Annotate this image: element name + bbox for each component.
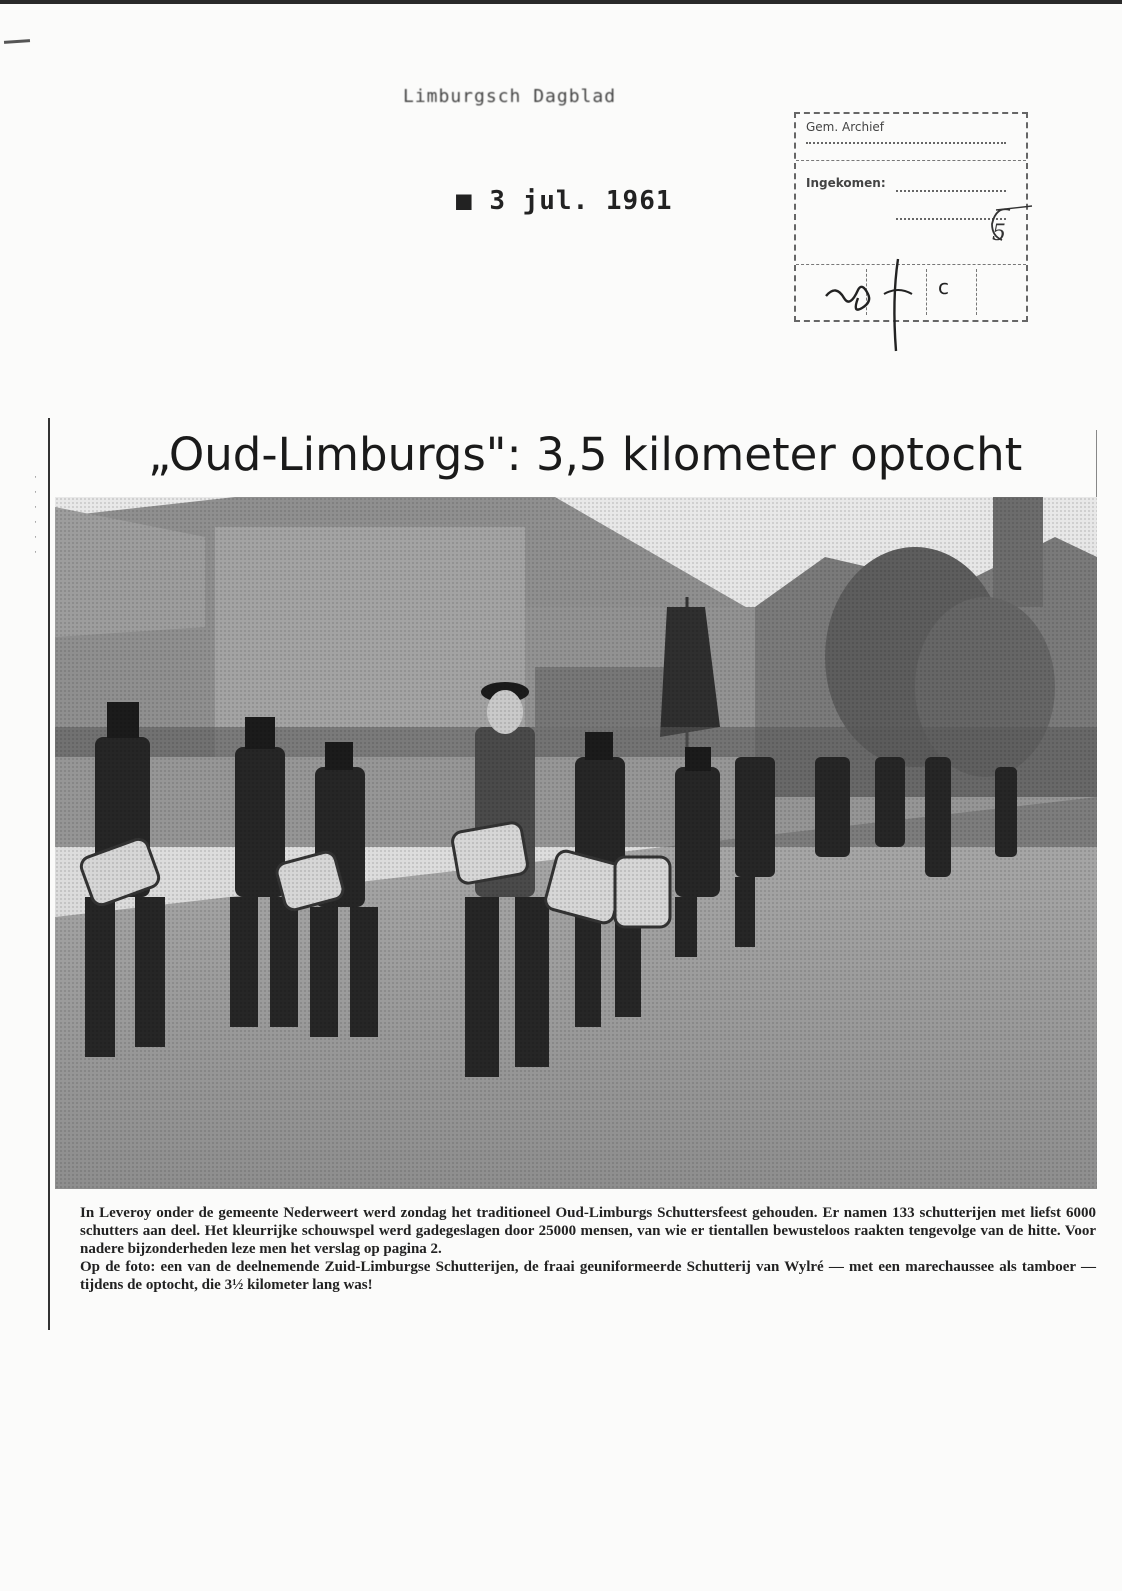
archive-stamp-line1: Gem. Archief	[806, 120, 885, 134]
handwritten-signature	[796, 114, 1036, 354]
handwritten-letter: c	[938, 275, 949, 299]
date-stamp	[456, 186, 673, 216]
archive-received-stamp	[794, 112, 1028, 322]
caption-paragraph-1: In Leveroy onder de gemeente Nederweert werd zondag het traditioneel Oud-Limburgs Schuttersfeest gehouden. Er namen 133 schutterijen met liefst 6000 schutters aan deel. Het kleurrijke schouwspel werd gadegeslagen door 25000 mensen, van wie er tientallen bewusteloos raakten tengevolge van de hitte. Voor nadere bijzonderheden leze men het verslag op pagina 2.	[80, 1205, 1096, 1257]
caption-paragraph-2: Op de foto: een van de deelnemende Zuid-Limburgse Schutterijen, de fraai geuniformeerde Schutterij van Wylré — met een marechaussee als tamboer — tijdens de optocht, die 3½ kilometer lang was!	[80, 1259, 1096, 1293]
article-headline: „Oud-Limburgs": 3,5 kilometer optocht	[148, 428, 1023, 481]
scan-top-edge	[0, 0, 1122, 4]
stamp-marker-icon: ■	[456, 186, 490, 216]
received-label: Ingekomen:	[806, 176, 886, 190]
article-photo	[55, 497, 1097, 1189]
handwritten-number: 5	[992, 221, 1006, 246]
margin-fragment: · · · · · ·	[34, 472, 37, 557]
corner-pen-mark	[4, 39, 30, 44]
clipping-cut-line	[48, 418, 50, 1330]
photo-caption	[80, 1204, 1096, 1294]
newspaper-name-stamp: Limburgsch Dagblad	[403, 86, 617, 107]
date-text: 3 jul. 1961	[489, 186, 673, 216]
parade-photo-illustration	[55, 497, 1097, 1189]
